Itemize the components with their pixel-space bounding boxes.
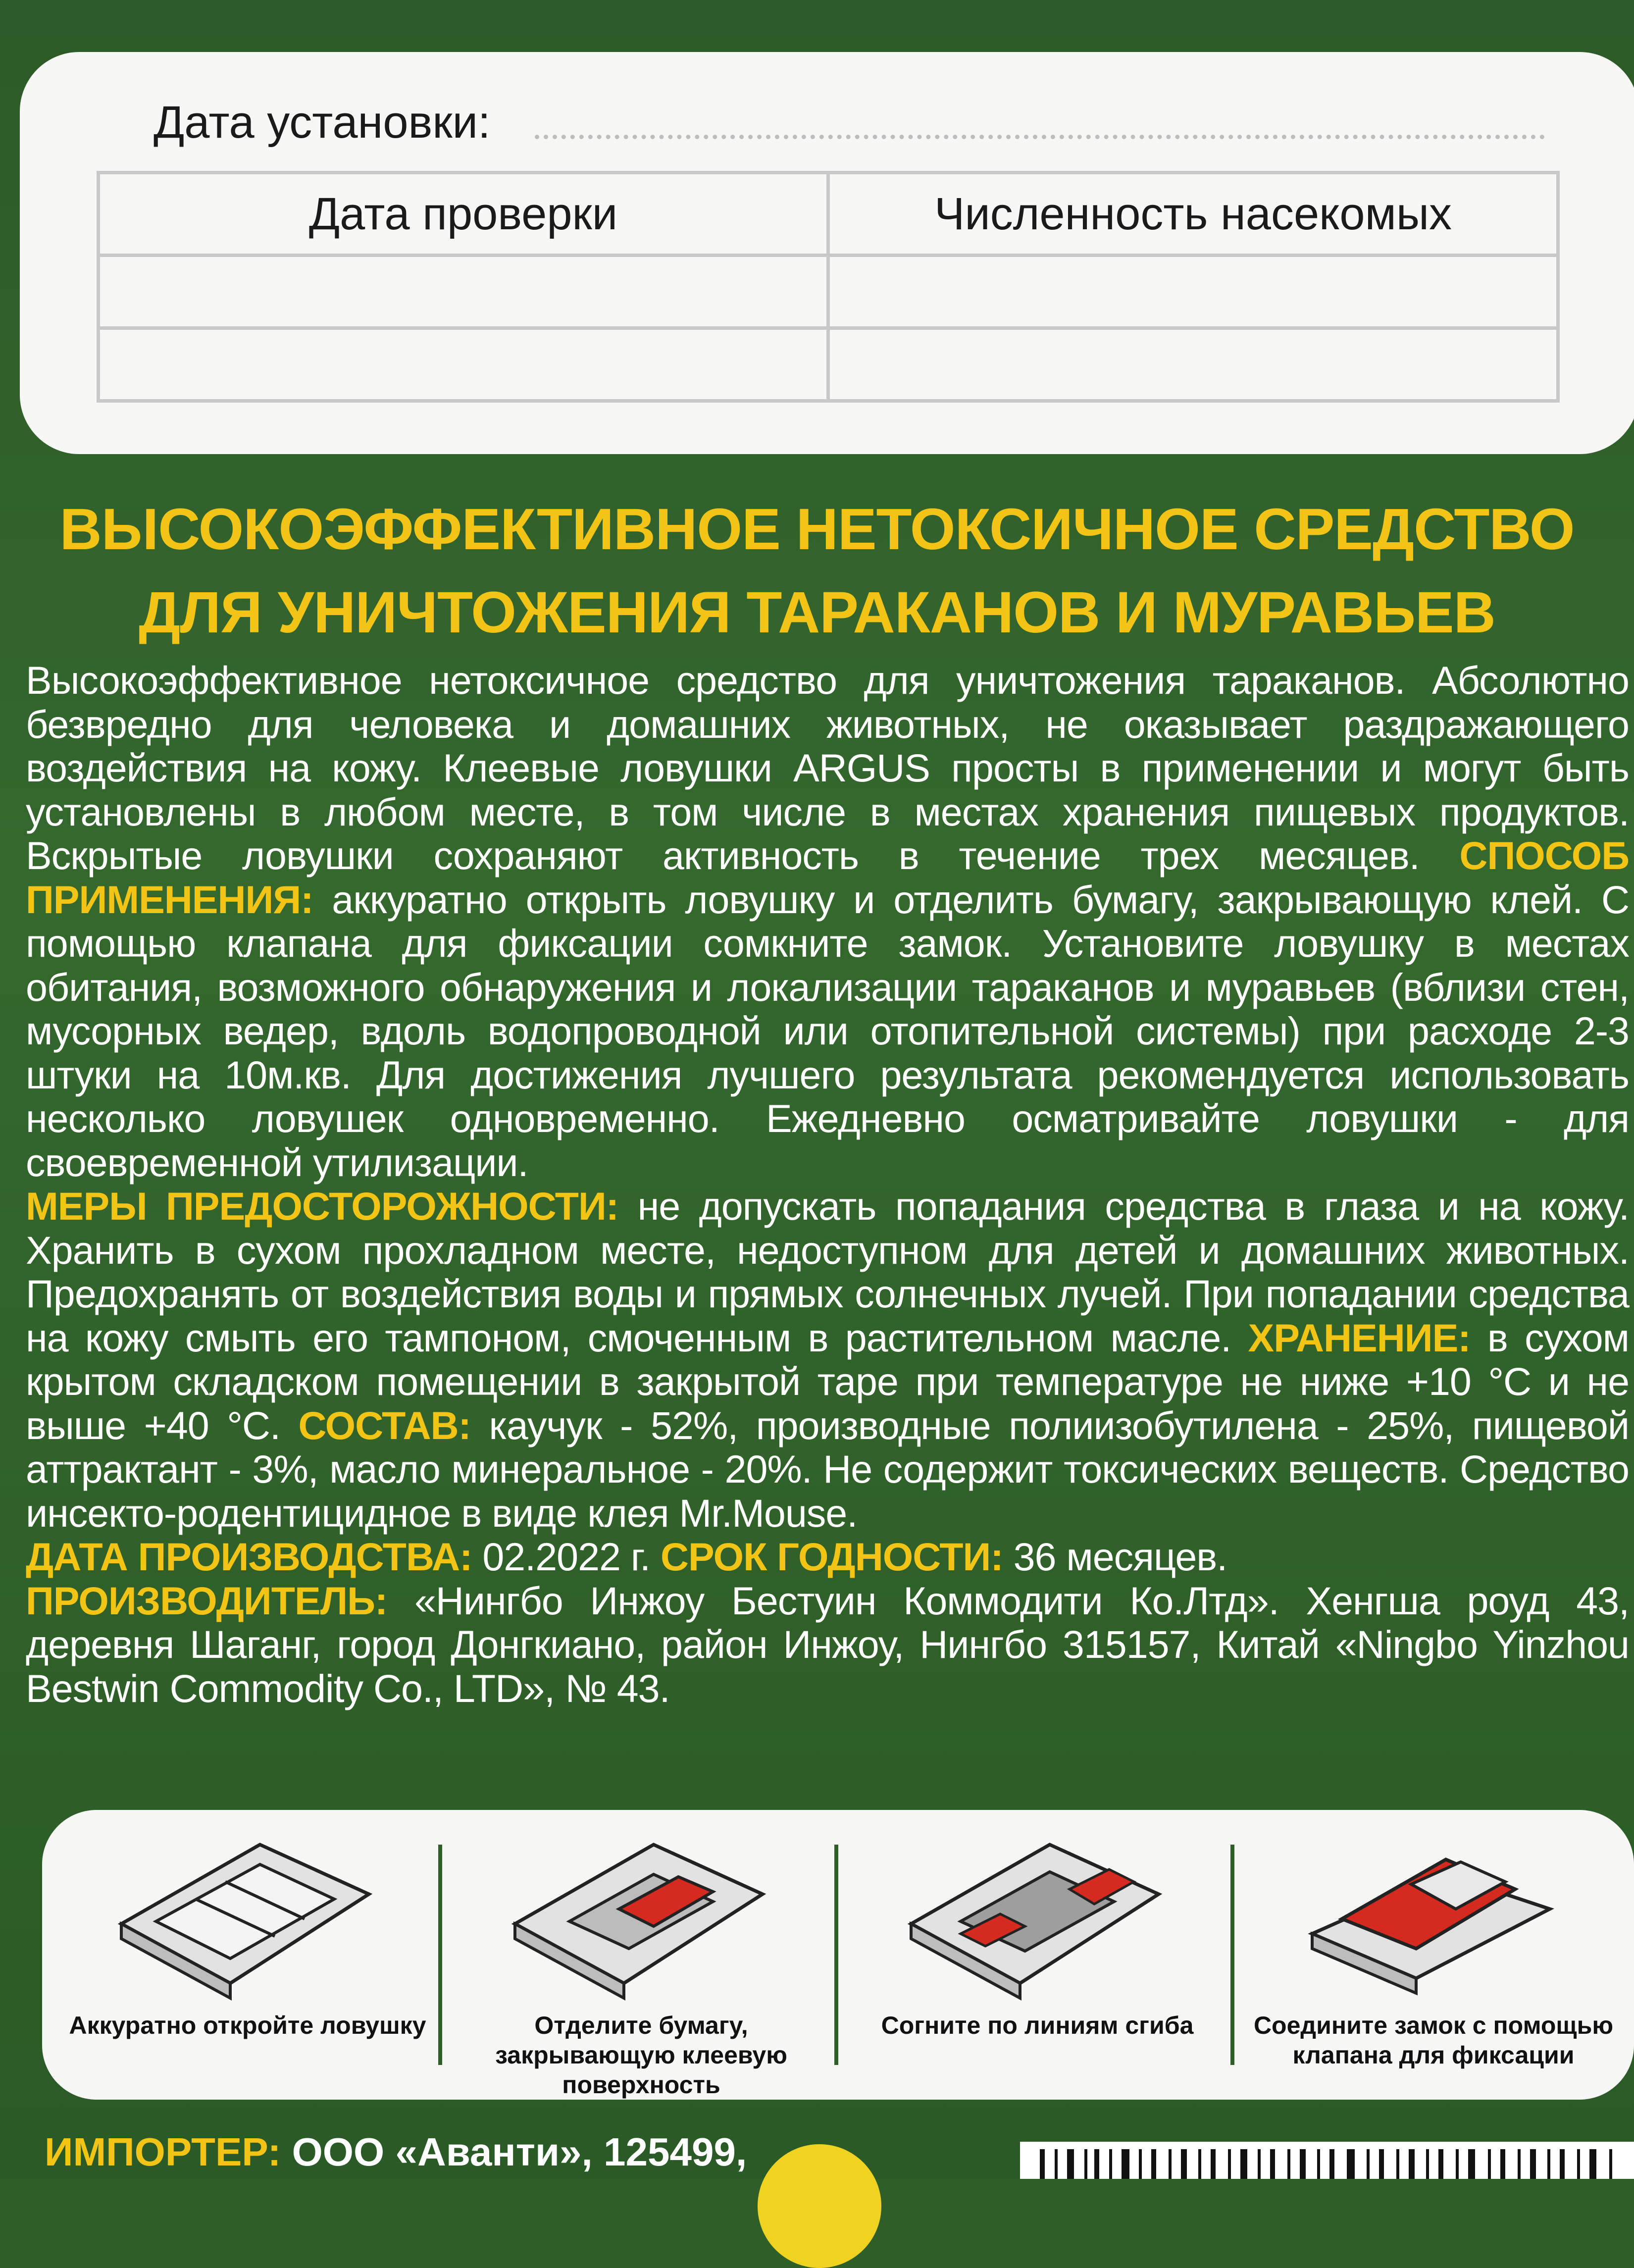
dates-paragraph <box>26 1535 1629 1579</box>
step-1-caption: Аккуратно откройте ловушку <box>69 2011 426 2039</box>
log-cell <box>99 328 828 401</box>
peel-paper-icon <box>505 1835 772 2003</box>
manufacturer-label: ПРОИЗВОДИТЕЛЬ: <box>26 1578 388 1623</box>
step-3 <box>842 1810 1233 2100</box>
description-paragraph <box>26 659 1629 1185</box>
product-headline <box>0 488 1634 654</box>
production-date-label: ДАТА ПРОИЗВОДСТВА: <box>26 1535 472 1579</box>
step-3-caption: Согните по линиям сгиба <box>881 2011 1194 2039</box>
yellow-logo-fragment <box>758 2144 881 2268</box>
storage-text: в сухом крытом складском помещении в закрытой таре при температуре не ниже +10 °С и не выше +40 °С. <box>26 1315 1629 1447</box>
headline-line-1: ВЫСОКОЭФФЕКТИВНОЕ НЕТОКСИЧНОЕ СРЕДСТВО <box>59 497 1575 562</box>
barcode <box>1020 2142 1634 2179</box>
step-2 <box>446 1810 837 2100</box>
composition-label: СОСТАВ: <box>298 1403 471 1447</box>
instruction-steps-card <box>42 1810 1634 2100</box>
install-date-dotted-line <box>535 135 1545 139</box>
log-cell <box>828 328 1558 401</box>
step-4-caption: Соедините замок с помощью клапана для фиксации <box>1253 2011 1614 2069</box>
step-2-caption: Отделите бумагу, закрывающую клеевую поверхность <box>495 2011 787 2099</box>
step-divider <box>1230 1845 1234 2065</box>
shelf-life-value: 36 месяцев. <box>1013 1535 1227 1579</box>
log-cell <box>99 256 828 328</box>
precautions-text: не допускать попадания средства в глаза и на кожу. Хранить в сухом прохладном месте, недоступном для детей и домашних животных. Предохранять от воздействия воды и прямых солнечных лучей. При попадании средства на кожу смыть его тампоном, смоченным в растительном масле. <box>26 1184 1629 1360</box>
product-description <box>26 659 1629 1710</box>
precautions-paragraph <box>26 1185 1629 1535</box>
log-cell <box>828 256 1558 328</box>
headline-line-2: ДЛЯ УНИЧТОЖЕНИЯ ТАРАКАНОВ И МУРАВЬЕВ <box>139 580 1495 645</box>
lock-trap-icon <box>1297 1835 1565 2003</box>
open-trap-icon <box>111 1835 379 2003</box>
step-1 <box>52 1810 443 2100</box>
importer-line <box>45 2129 747 2175</box>
usage-label: СПОСОБ ПРИМЕНЕНИЯ: <box>26 833 1630 922</box>
step-4 <box>1238 1810 1629 2100</box>
production-date-value: 02.2022 г. <box>482 1535 651 1579</box>
fold-lines-icon <box>901 1835 1169 2003</box>
inspection-log-table <box>97 171 1560 403</box>
insect-count-header: Численность насекомых <box>828 173 1558 256</box>
shelf-life-label: СРОК ГОДНОСТИ: <box>660 1535 1003 1579</box>
importer-text: ООО «Аванти», 125499, <box>292 2130 747 2174</box>
importer-label: ИМПОРТЕР: <box>45 2130 281 2174</box>
step-divider <box>834 1845 838 2065</box>
precautions-label: МЕРЫ ПРЕДОСТОРОЖНОСТИ: <box>26 1184 619 1228</box>
install-date-label: Дата установки: <box>153 97 491 148</box>
intro-text: Высокоэффективное нетоксичное средство для уничтожения тараканов. Абсолютно безвредно для человека и домашних животных, не оказывает раздражающего воздействия на кожу. Клеевые ловушки ARGUS просты в применении и могут быть установлены в любом месте, в том числе в местах хранения пищевых продуктов. Вскрытые ловушки сохраняют активность в течение трех месяцев. <box>26 658 1629 877</box>
composition-text: каучук - 52%, производные полиизобутилена - 25%, пищевой аттрактант - 3%, масло минеральное - 20%. Не содержит токсических веществ. Средство инсекто-родентицидное в виде клея Mr.Mouse. <box>26 1403 1629 1535</box>
manufacturer-paragraph <box>26 1579 1629 1711</box>
usage-text: аккуратно открыть ловушку и отделить бумагу, закрывающую клей. С помощью клапана для фиксации сомкните замок. Установите ловушку в местах обитания, возможного обнаружения и локализации тараканов и муравьев (вблизи стен, мусорных ведер, вдоль водопроводной или отопительной системы) при расходе 2-3 штуки на 10м.кв. Для достижения лучшего результата рекомендуется использовать несколько ловушек одновременно. Ежедневно осматривайте ловушки - для своевременной утилизации. <box>26 877 1630 1185</box>
check-date-header: Дата проверки <box>99 173 828 256</box>
manufacturer-text: «Нингбо Инжоу Бестуин Коммодити Ко.Лтд». Хенгша роуд 43, деревня Шаганг, город Донгкиано, район Инжоу, Нингбо 315157, Китай «Ningbo Yinzhou Bestwin Commodity Co., LTD», № 43. <box>26 1578 1630 1710</box>
step-divider <box>438 1845 442 2065</box>
storage-label: ХРАНЕНИЕ: <box>1248 1315 1471 1360</box>
